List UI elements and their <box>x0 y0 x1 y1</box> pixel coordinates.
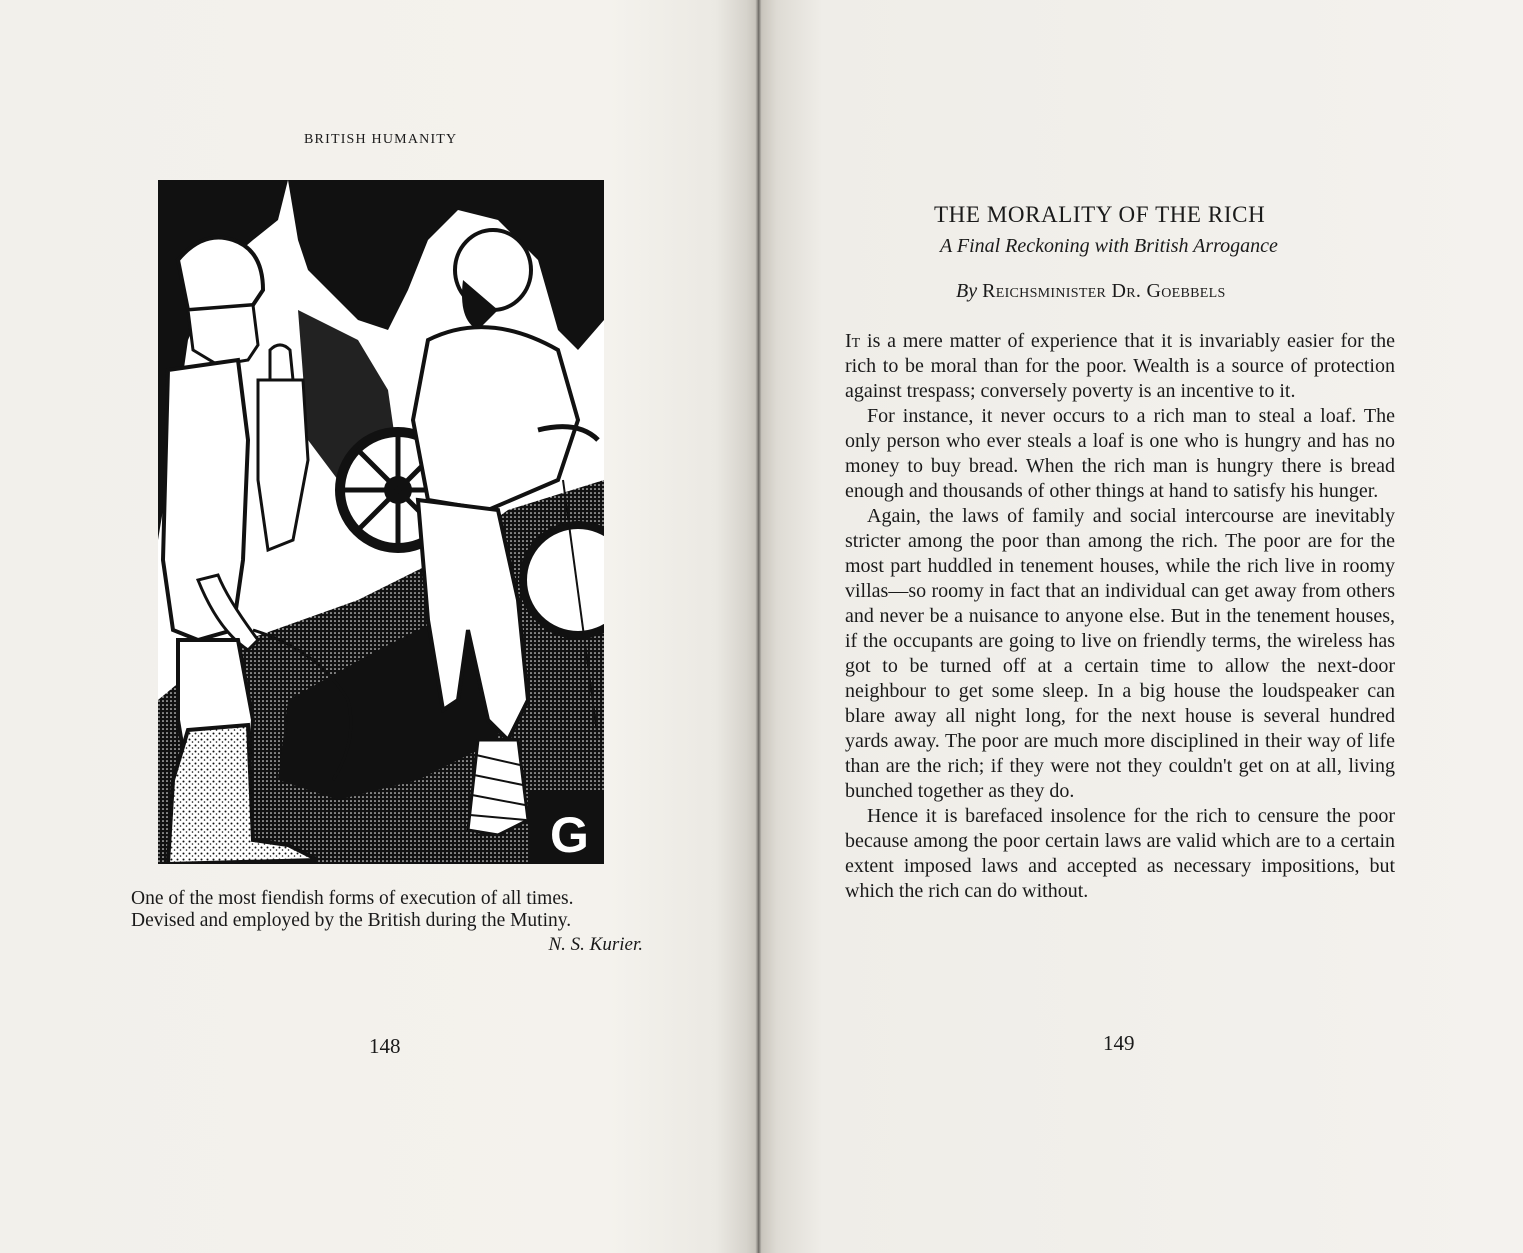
artist-monogram: G <box>550 807 589 863</box>
byline-prefix: By <box>956 280 978 302</box>
paragraph-text: Hence it is barefaced insolence for the rich to censure the poor because among the poor certain laws are valid which are to a certain extent imposed laws and accepted as necessary impositions, but which the rich can do without. <box>845 805 1395 902</box>
paragraph-opening-smallcaps: It <box>845 330 861 352</box>
woodcut-illustration <box>158 180 604 864</box>
page-number-left: 148 <box>369 1034 401 1058</box>
paragraph <box>845 804 1395 904</box>
paragraph <box>845 504 1395 804</box>
article-body <box>845 329 1395 904</box>
left-page <box>0 0 748 1253</box>
paragraph <box>845 404 1395 504</box>
page-number-right: 149 <box>1103 1031 1135 1055</box>
caption-source: N. S. Kurier. <box>548 934 643 955</box>
running-head: BRITISH HUMANITY <box>304 132 458 147</box>
illustration-caption <box>131 888 643 932</box>
execution-scene-drawing <box>158 180 604 864</box>
paragraph-text: Again, the laws of family and social intercourse are inevitably stricter among the poor than among the rich. The poor are for the most part huddled in tenement houses, while the rich live in roomy villas—so roomy in fact that an individual can get away from others and never be a nuisance to anyone else. But in the tenement houses, if the occupants are going to live on friendly terms, the wireless has got to be turned off at a certain time to allow the next-door neighbour to get some sleep. In a big house the loudspeaker can blare away all night long, for the next house is several hundred yards away. The poor are much more disciplined in their way of life than are the rich; if they were not they couldn't get on at all, living bunched together as they do. <box>845 505 1395 802</box>
byline-author: Reichsminister Dr. Goebbels <box>982 280 1226 302</box>
paragraph-text: is a mere matter of experience that it is invariably easier for the rich to be moral than for the poor. Wealth is a source of protection against trespass; conversely poverty is an incentive to it. <box>845 330 1395 402</box>
article-subtitle: A Final Reckoning with British Arrogance <box>940 235 1278 257</box>
caption-line-1: One of the most fiendish forms of execution of all times. <box>131 888 574 909</box>
paragraph-text: For instance, it never occurs to a rich man to steal a loaf. The only person who ever steals a loaf is one who is hungry and has no money to buy bread. When the rich man is hungry there is bread enough and thousands of other things at hand to satisfy his hunger. <box>845 405 1395 502</box>
paragraph <box>845 329 1395 404</box>
caption-line-2: Devised and employed by the British during the Mutiny. <box>131 910 572 931</box>
article-title: THE MORALITY OF THE RICH <box>934 202 1266 227</box>
byline <box>956 280 1226 303</box>
